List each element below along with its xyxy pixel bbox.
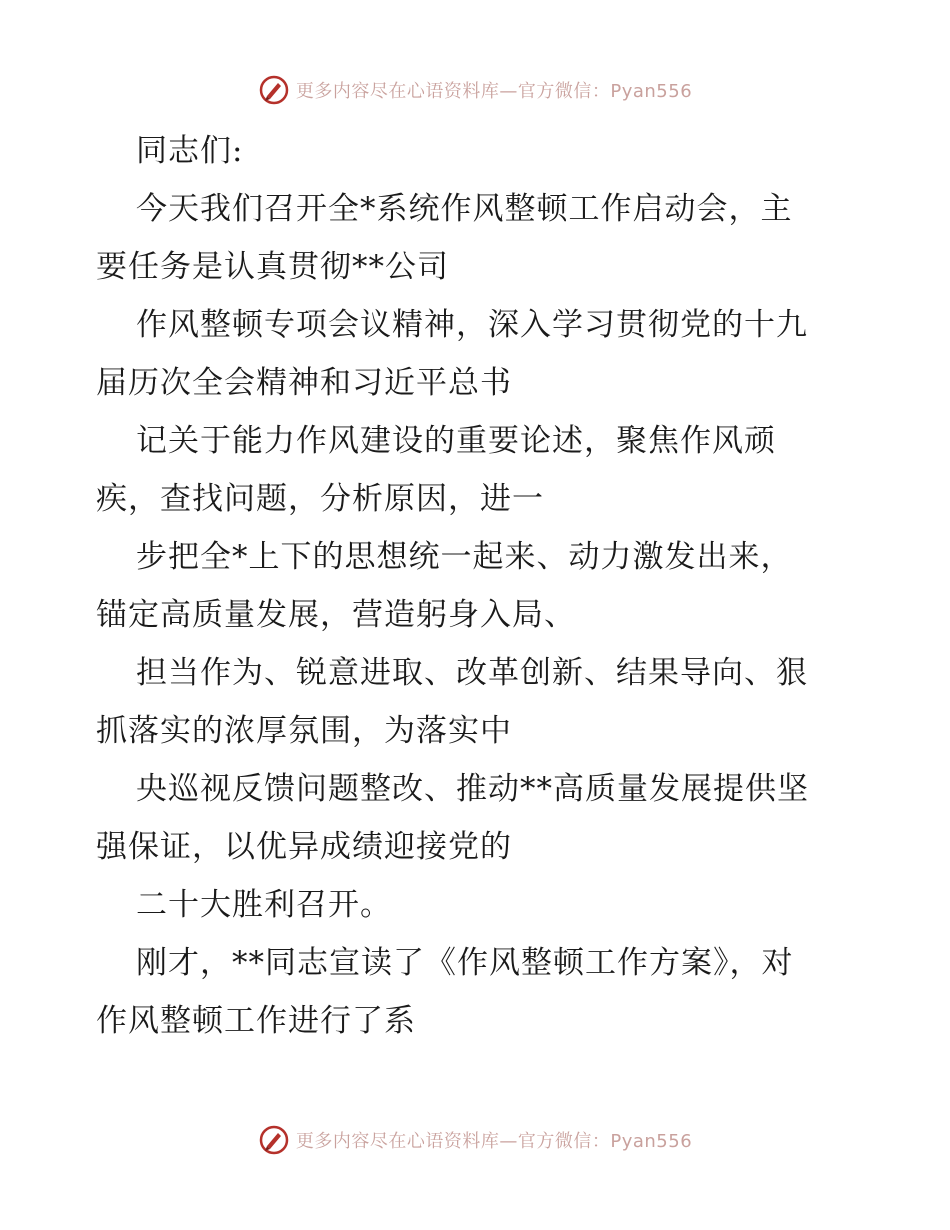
- paragraph-line: 锚定高质量发展，营造躬身入局、: [96, 597, 576, 633]
- pen-logo-icon: [258, 1124, 290, 1156]
- header-banner: [0, 70, 950, 110]
- paragraph-line: 二十大胜利召开。: [136, 887, 392, 923]
- paragraph-line: 届历次全会精神和习近平总书: [96, 365, 512, 401]
- paragraph-line: 要任务是认真贯彻**公司: [96, 249, 449, 285]
- paragraph-line: 强保证，以优异成绩迎接党的: [96, 829, 512, 865]
- paragraph-line: 抓落实的浓厚氛围，为落实中: [96, 713, 512, 749]
- paragraph-line: 央巡视反馈问题整改、推动**高质量发展提供坚: [136, 771, 809, 807]
- document-body: [96, 122, 856, 1050]
- paragraph-line: 作风整顿工作进行了系: [96, 1003, 416, 1039]
- paragraph-line: 同志们:: [136, 133, 244, 169]
- banner-text: 更多内容尽在心语资料库—官方微信：Pyan556: [295, 81, 693, 102]
- pen-logo-icon: [258, 74, 290, 106]
- paragraph-line: 作风整顿专项会议精神，深入学习贯彻党的十九: [136, 307, 808, 343]
- paragraph-line: 刚才，**同志宣读了《作风整顿工作方案》，对: [136, 945, 794, 981]
- footer-banner: [0, 1120, 950, 1160]
- paragraph-line: 记关于能力作风建设的重要论述，聚焦作风顽: [136, 423, 776, 459]
- paragraph-line: 今天我们召开全*系统作风整顿工作启动会，主: [136, 191, 793, 227]
- paragraph-line: 步把全*上下的思想统一起来、动力激发出来，: [136, 539, 793, 575]
- paragraph-line: 担当作为、锐意进取、改革创新、结果导向、狠: [136, 655, 808, 691]
- banner-text: 更多内容尽在心语资料库—官方微信：Pyan556: [295, 1131, 693, 1152]
- paragraph-line: 疾，查找问题，分析原因，进一: [96, 481, 544, 517]
